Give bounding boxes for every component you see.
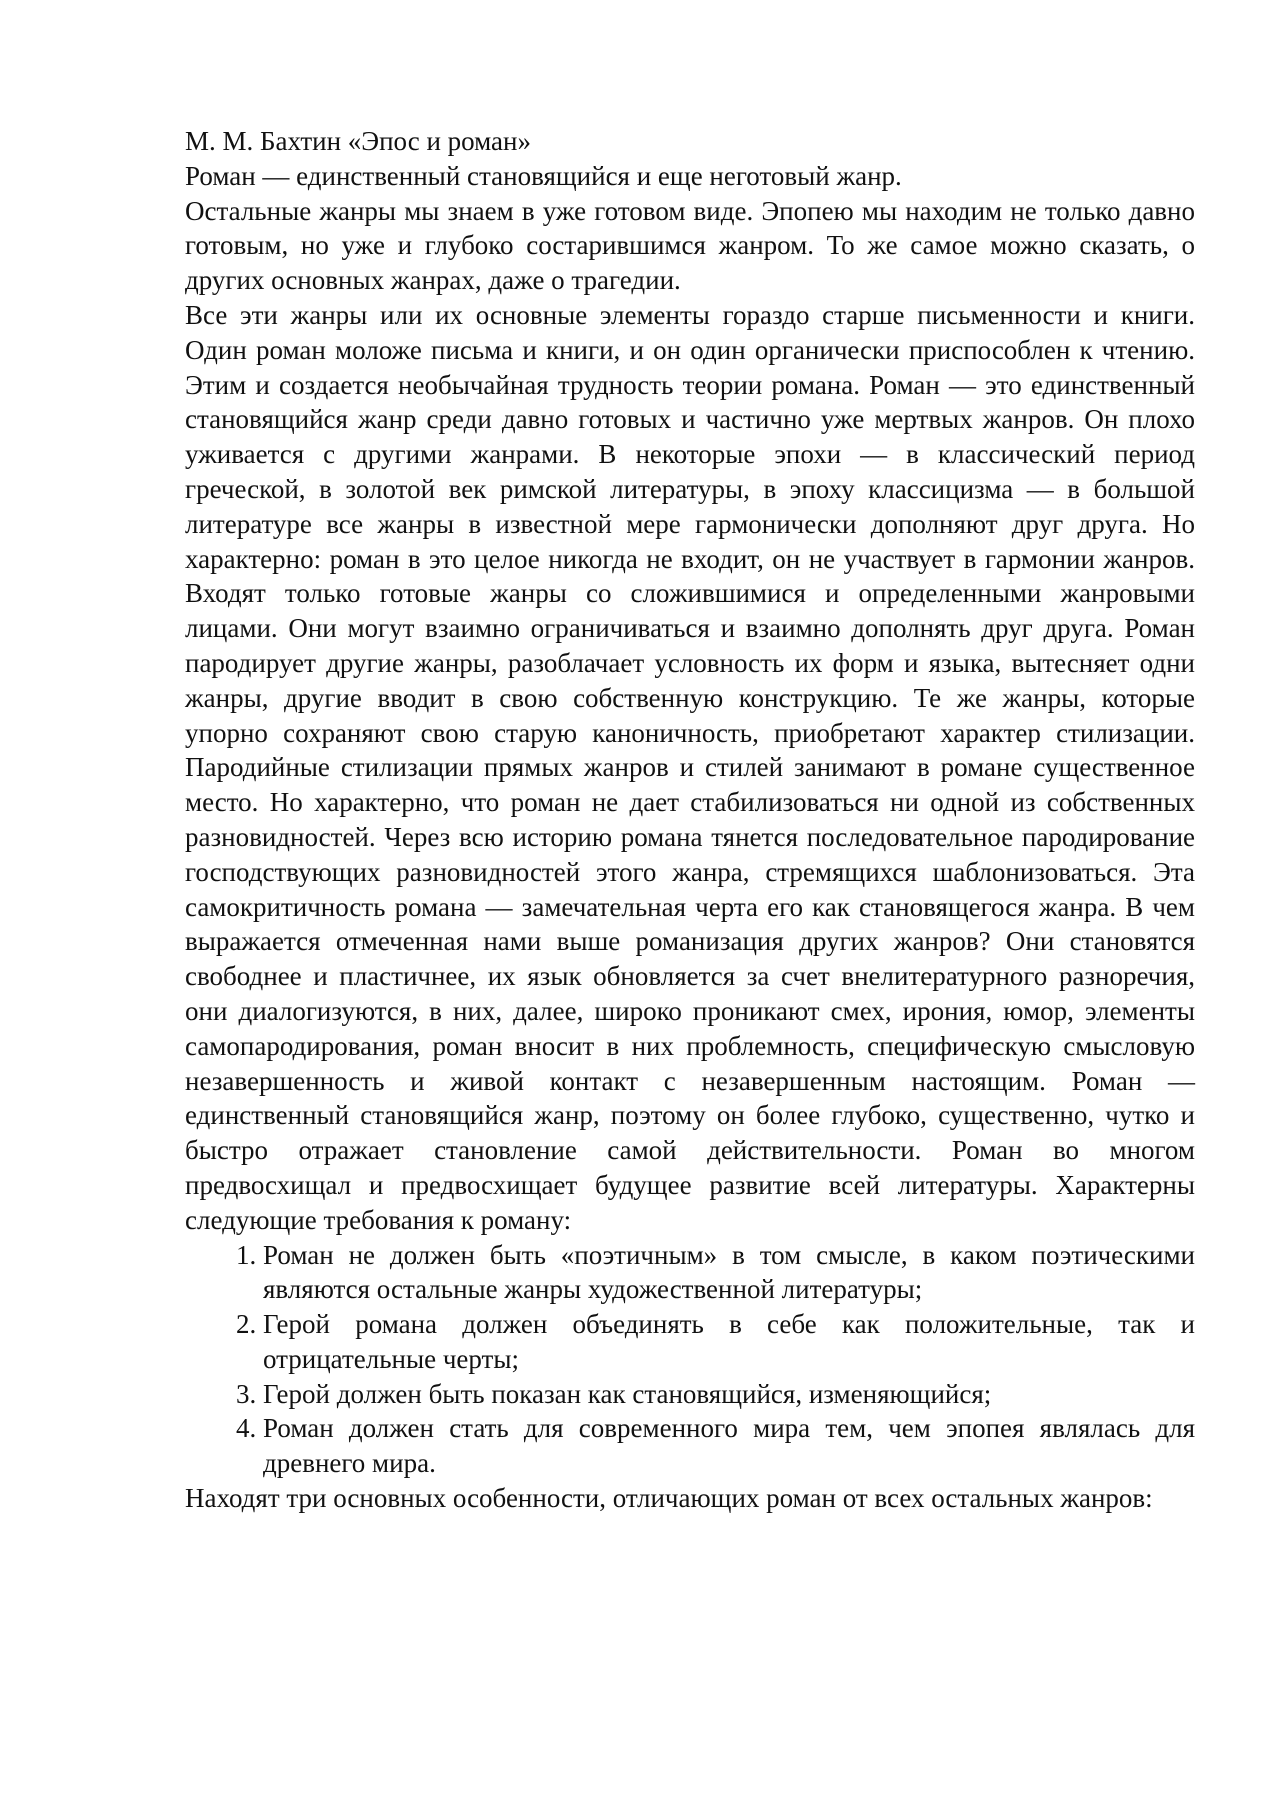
closing-paragraph: Находят три основных особенности, отличающих роман от всех остальных жанров: <box>185 1483 1153 1514</box>
list-item: 2. Герой романа должен объединять в себе как положительные, так и отрицательные черты; <box>263 1307 1195 1377</box>
document-title: М. М. Бахтин «Эпос и роман» <box>185 126 531 156</box>
document-body <box>185 124 1195 1516</box>
requirements-list <box>185 1238 1195 1482</box>
list-item: 4. Роман должен стать для современного мира тем, чем эпопея являлась для древнего мира. <box>263 1411 1195 1481</box>
paragraph: Роман — единственный становящийся и еще неготовый жанр. <box>185 160 902 191</box>
list-item: 3. Герой должен быть показан как становящийся, изменяющийся; <box>263 1377 1195 1412</box>
paragraph: Все эти жанры или их основные элементы гораздо старше письменности и книги. Один роман моложе письма и книги, и он один органически приспособлен к чтению. Этим и создается необычайная трудность теории романа. Роман — это единственный становящийся жанр среди давно готовых и частично уже мертвых жанров. Он плохо уживается с другими жанрами. В некоторые эпохи — в классический период греческой, в золотой век римской литературы, в эпоху классицизма — в большой литературе все жанры в известной мере гармонически дополняют друг друга. Но характерно: роман в это целое никогда не входит, он не участвует в гармонии жанров. Входят только готовые жанры со сложившимися и определенными жанровыми лицами. Они могут взаимно ограничиваться и взаимно дополнять друг друга. Роман пародирует другие жанры, разоблачает условность их форм и языка, вытесняет одни жанры, другие вводит в свою собственную конструкцию. Те же жанры, которые упорно сохраняют свою старую каноничность, приобретают характер стилизации. Пародийные стилизации прямых жанров и стилей занимают в романе существенное место. Но характерно, что роман не дает стабилизоваться ни одной из собственных разновидностей. Через всю историю романа тянется последовательное пародирование господствующих разновидностей этого жанра, стремящихся шаблонизоваться. Эта самокритичность романа — замечательная черта его как становящегося жанра. В чем выражается отмеченная нами выше романизация других жанров? Они становятся свободнее и пластичнее, их язык обновляется за счет внелитературного разноречия, они диалогизуются, в них, далее, широко проникают смех, ирония, юмор, элементы самопародирования, роман вносит в них проблемность, специфическую смысловую незавершенность и живой контакт с незавершенным настоящим. Роман — единственный становящийся жанр, поэтому он более глубоко, существенно, чутко и быстро отражает становление самой действительности. Роман во многом предвосхищал и предвосхищает будущее развитие всей литературы. Характерны следующие требования к роману: <box>185 299 1195 1235</box>
paragraph: Остальные жанры мы знаем в уже готовом виде. Эпопею мы находим не только давно готовым, но уже и глубоко состарившимся жанром. То же самое можно сказать, о других основных жанрах, даже о трагедии. <box>185 195 1195 296</box>
list-item: 1. Роман не должен быть «поэтичным» в том смысле, в каком поэтическими являются остальные жанры художественной литературы; <box>263 1238 1195 1308</box>
